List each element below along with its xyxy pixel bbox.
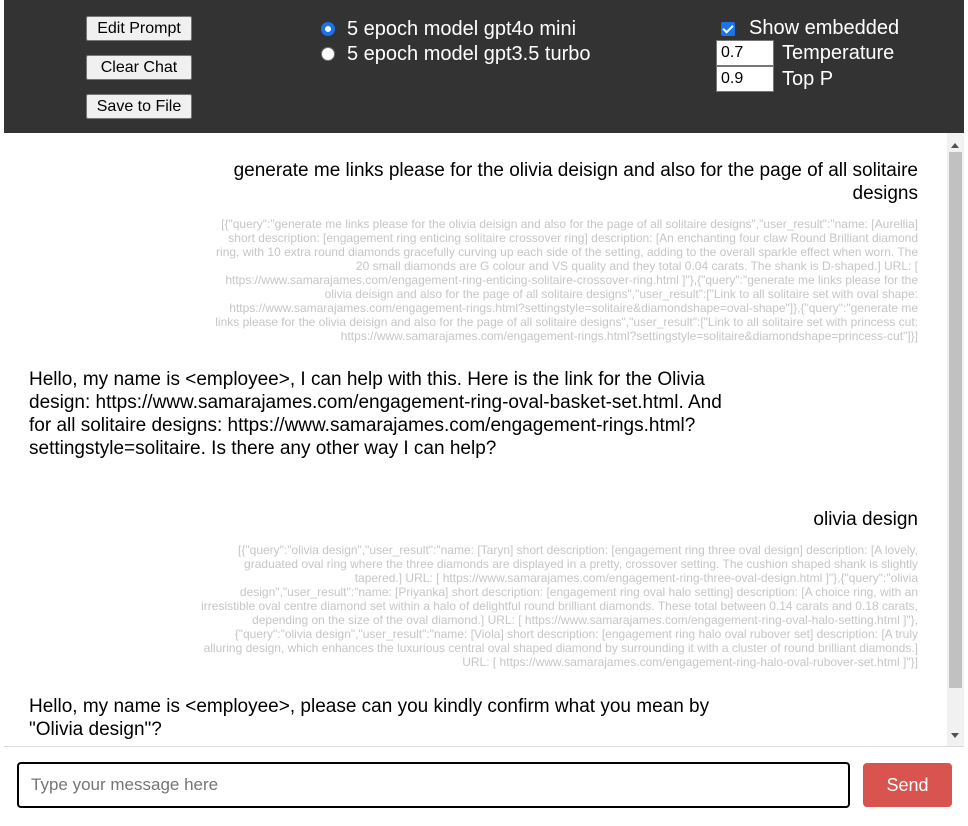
assistant-message: Hello, my name is <employee>, I can help with this. Here is the link for the Olivia design: https://www.samarajames.com/engagement-ring-oval-basket-set.html. And for all solitaire designs: https://www.samarajames.com/engagement-rings.html?settingstyle=solitaire. Is there any other way I can help? (29, 369, 722, 459)
chat-log[interactable] (4, 133, 964, 746)
assistant-message: Hello, my name is <employee>, please can you kindly confirm what you mean by "Olivia design"? (29, 696, 710, 740)
model-option-gpt35-turbo[interactable] (321, 42, 591, 66)
temperature-setting (716, 40, 894, 66)
model-option-label: 5 epoch model gpt4o mini (347, 17, 577, 40)
send-button[interactable]: Send (863, 763, 952, 807)
user-message: generate me links please for the olivia deisign and also for the page of all solitaire designs (233, 160, 918, 204)
edit-prompt-button[interactable]: Edit Prompt (86, 16, 192, 41)
show-embedded-label: Show embedded (749, 17, 900, 39)
scrollbar-thumb[interactable] (949, 152, 962, 688)
clear-chat-button[interactable]: Clear Chat (86, 55, 192, 80)
temperature-input[interactable] (716, 40, 774, 66)
scroll-down-arrow-icon[interactable] (951, 733, 959, 738)
show-embedded-toggle[interactable] (721, 17, 899, 40)
radio-unselected-icon[interactable] (321, 47, 335, 61)
embedded-results: [{"query":"olivia design","user_result":"name: [Taryn] short description: [engagement ring three oval design] description: [A lovely, graduated oval ring where the three diamonds are displayed in a pretty, crossover setting. The cushion shaped shank is slightly tapered.] URL: [ https://www.samarajames.com/engagement-ring-three-oval-design.html ]"},{"query":"olivia design","user_result":"name: [Priyanka] short description: [engagement ring oval halo setting] description: [A choice ring, with an irresistible oval centre diamond set within a halo of delightful round brilliant diamonds. These total between 0.14 carats and 0.18 carats, depending on the size of the oval diamond.] URL: [ https://www.samarajames.com/engagement-ring-oval-halo-setting.html ]"},{"query":"olivia design","user_result":"name: [Viola] short description: [engagement ring halo oval rubover set] description: [A truly alluring design, which enhances the luxurious central oval shaped diamond by surrounding it with a cluster of round brilliant diamonds.] URL: [ https://www.samarajames.com/engagement-ring-halo-oval-rubover-set.html ]"}] (201, 543, 918, 669)
user-message: olivia design (813, 509, 918, 530)
model-option-gpt4o-mini[interactable] (321, 17, 576, 41)
checkbox-checked-icon[interactable] (721, 22, 735, 36)
temperature-label: Temperature (782, 41, 895, 64)
save-to-file-button[interactable]: Save to File (86, 94, 192, 119)
top-p-input[interactable] (716, 66, 774, 92)
model-option-label: 5 epoch model gpt3.5 turbo (347, 42, 591, 65)
embedded-results: [{"query":"generate me links please for the olivia deisign and also for the page of all solitaire designs","user_result":"name: [Aurellia] short description: [engagement ring enticing solitaire crossover ring] description: [An enchanting four claw Round Brilliant diamond ring, with 10 extra round diamonds gracefully curving up each side of the setting, adding to the overall sparkle effect when worn. The 20 small diamonds are G colour and VS quality and they total 0.04 carats. The shank is D-shaped.] URL: [ https://www.samarajames.com/engagement-ring-enticing-solitaire-crossover-ring.html ]"},{"query":"generate me links please for the olivia deisign and also for the page of all solitaire designs","user_result":["Link to all solitaire set with oval shape: https://www.samarajames.com/engagement-rings.html?settingstyle=solitaire&diamondshape=oval-shape"]},{"query":"generate me links please for the olivia deisign and also for the page of all solitaire designs","user_result":["Link to all solitaire set with princess cut: https://www.samarajames.com/engagement-rings.html?settingstyle=solitaire&diamondshape=princess-cut"]}] (215, 217, 918, 343)
control-panel (4, 0, 964, 133)
top-p-label: Top P (782, 67, 834, 90)
message-composer (4, 746, 964, 822)
scroll-up-arrow-icon[interactable] (951, 143, 959, 148)
radio-selected-icon[interactable] (321, 22, 335, 36)
message-input[interactable] (17, 762, 850, 808)
top-p-setting (716, 66, 833, 92)
chat-scrollbar[interactable] (947, 133, 964, 746)
